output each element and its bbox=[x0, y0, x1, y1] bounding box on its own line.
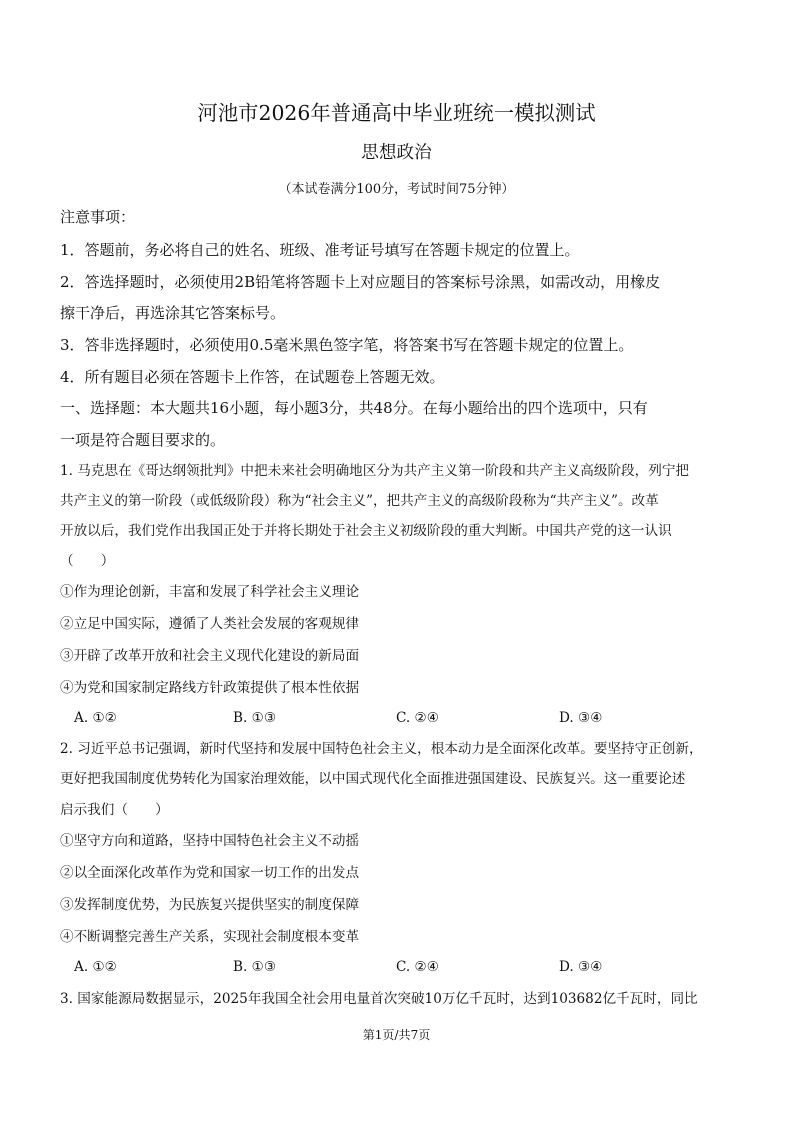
note-line: 1．答题前，务必将自己的姓名、班级、准考证号填写在答题卡规定的位置上。 bbox=[60, 241, 580, 259]
statement-line: ①坚守方向和道路，坚持中国特色社会主义不动摇 bbox=[60, 833, 360, 849]
question-stem: （ ） bbox=[60, 553, 115, 569]
note-line: 3．答非选择题时，必须使用0.5毫米黑色签字笔，将答案书写在答题卡规定的位置上。 bbox=[60, 336, 634, 354]
note-line: 4．所有题目必须在答题卡上作答，在试题卷上答题无效。 bbox=[60, 368, 445, 386]
notes-heading: 注意事项： bbox=[60, 208, 136, 226]
section-heading-cont: 一项是符合题目要求的。 bbox=[60, 431, 226, 449]
question-stem: 2. 习近平总书记强调，新时代坚持和发展中国特色社会主义，根本动力是全面深化改革。要坚持守正创新， bbox=[60, 741, 703, 757]
question-stem: 1. 马克思在《哥达纲领批判》中把未来社会明确地区分为共产主义第一阶段和共产主义高级阶段，列宁把 bbox=[60, 463, 690, 479]
note-line: 擦干净后，再选涂其它答案标号。 bbox=[60, 304, 286, 322]
page-number: 第1页/共7页 bbox=[362, 1028, 431, 1042]
option-a: A. ①② bbox=[74, 959, 117, 975]
statement-line: ②以全面深化改革作为党和国家一切工作的出发点 bbox=[60, 865, 360, 881]
note-line: 2．答选择题时，必须使用2B铅笔将答题卡上对应题目的答案标号涂黑，如需改动，用橡皮 bbox=[60, 273, 661, 291]
option-b: B. ①③ bbox=[233, 710, 277, 726]
statement-line: ③发挥制度优势，为民族复兴提供坚实的制度保障 bbox=[60, 897, 360, 913]
statement-line: ②立足中国实际，遵循了人类社会发展的客观规律 bbox=[60, 616, 360, 632]
question-stem: 3. 国家能源局数据显示，2025年我国全社会用电量首次突破10万亿千瓦时，达到103682亿千瓦时，同比 bbox=[60, 991, 698, 1007]
question-stem: 更好把我国制度优势转化为国家治理效能，以中国式现代化全面推进强国建设、民族复兴。这一重要论述 bbox=[60, 771, 686, 787]
option-c: C. ②④ bbox=[396, 710, 439, 726]
exam-note: （本试卷满分100分，考试时间75分钟） bbox=[278, 182, 515, 197]
question-stem: 共产主义的第一阶段（或低级阶段）称为“社会主义”，把共产主义的高级阶段称为“共产主义”。改革 bbox=[60, 493, 659, 509]
option-a: A. ①② bbox=[74, 710, 117, 726]
question-stem: 开放以后，我们党作出我国正处于并将长期处于社会主义初级阶段的重大判断。中国共产党的这一认识 bbox=[60, 523, 672, 539]
question-stem: 启示我们（ ） bbox=[60, 802, 169, 818]
section-heading: 一、选择题：本大题共16小题，每小题3分，共48分。在每小题给出的四个选项中，只有 bbox=[60, 399, 648, 417]
subject-title: 思想政治 bbox=[361, 143, 432, 163]
option-d: D. ③④ bbox=[559, 710, 603, 726]
option-b: B. ①③ bbox=[233, 959, 277, 975]
statement-line: ④为党和国家制定路线方针政策提供了根本性依据 bbox=[60, 680, 360, 696]
statement-line: ①作为理论创新，丰富和发展了科学社会主义理论 bbox=[60, 584, 360, 600]
statement-line: ④不断调整完善生产关系，实现社会制度根本变革 bbox=[60, 929, 360, 945]
option-d: D. ③④ bbox=[559, 959, 603, 975]
statement-line: ③开辟了改革开放和社会主义现代化建设的新局面 bbox=[60, 648, 360, 664]
option-c: C. ②④ bbox=[396, 959, 439, 975]
exam-title: 河池市2026年普通高中毕业班统一模拟测试 bbox=[197, 101, 596, 125]
